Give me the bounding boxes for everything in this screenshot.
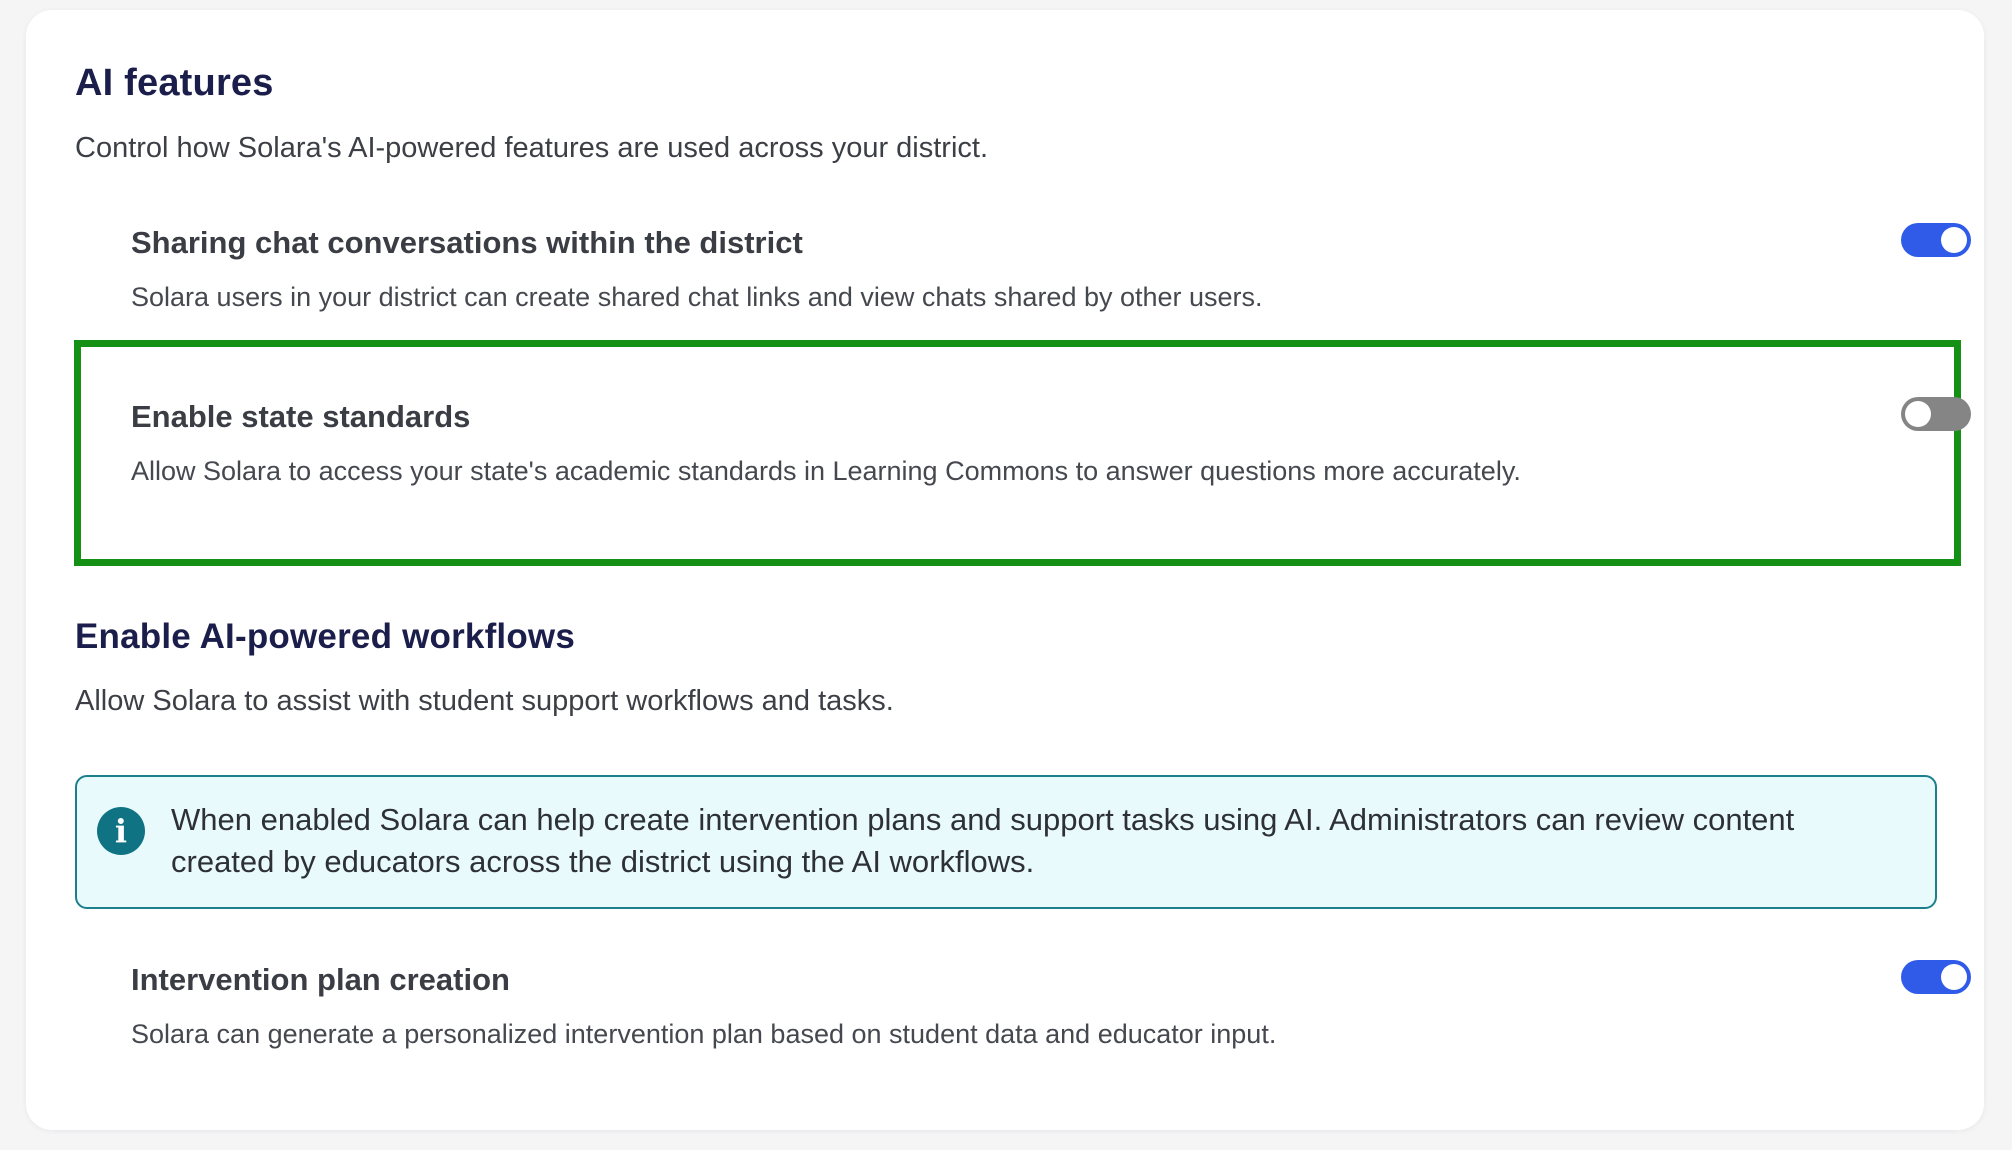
info-callout <box>75 775 1937 909</box>
setting-title: Sharing chat conversations within the district <box>131 225 803 260</box>
toggle-knob <box>1941 227 1967 253</box>
workflows-description: Allow Solara to assist with student support workflows and tasks. <box>75 685 894 717</box>
setting-title: Enable state standards <box>131 399 471 434</box>
workflows-title: Enable AI-powered workflows <box>75 617 576 656</box>
setting-description: Solara users in your district can create shared chat links and view chats shared by other users. <box>131 282 1263 312</box>
setting-description: Solara can generate a personalized intervention plan based on student data and educator input. <box>131 1019 1277 1049</box>
ai-features-description: Control how Solara's AI-powered features are used across your district. <box>75 132 989 164</box>
intervention-plan-toggle[interactable] <box>1901 960 1971 994</box>
sharing-chat-toggle[interactable] <box>1901 223 1971 257</box>
setting-sharing-chat <box>131 223 1971 319</box>
info-icon: i <box>97 807 145 855</box>
ai-features-title: AI features <box>75 62 274 104</box>
toggle-knob <box>1941 964 1967 990</box>
setting-title: Intervention plan creation <box>131 962 510 997</box>
settings-card <box>26 10 1984 1130</box>
info-text: When enabled Solara can help create intervention plans and support tasks using AI. Administrators can review content created by educators across the district using the AI workflows. <box>171 802 1795 879</box>
state-standards-toggle[interactable] <box>1901 397 1971 431</box>
setting-description: Allow Solara to access your state's academic standards in Learning Commons to answer questions more accurately. <box>131 456 1521 486</box>
setting-intervention-plan <box>131 960 1971 1056</box>
setting-state-standards <box>131 397 1971 493</box>
toggle-knob <box>1905 401 1931 427</box>
